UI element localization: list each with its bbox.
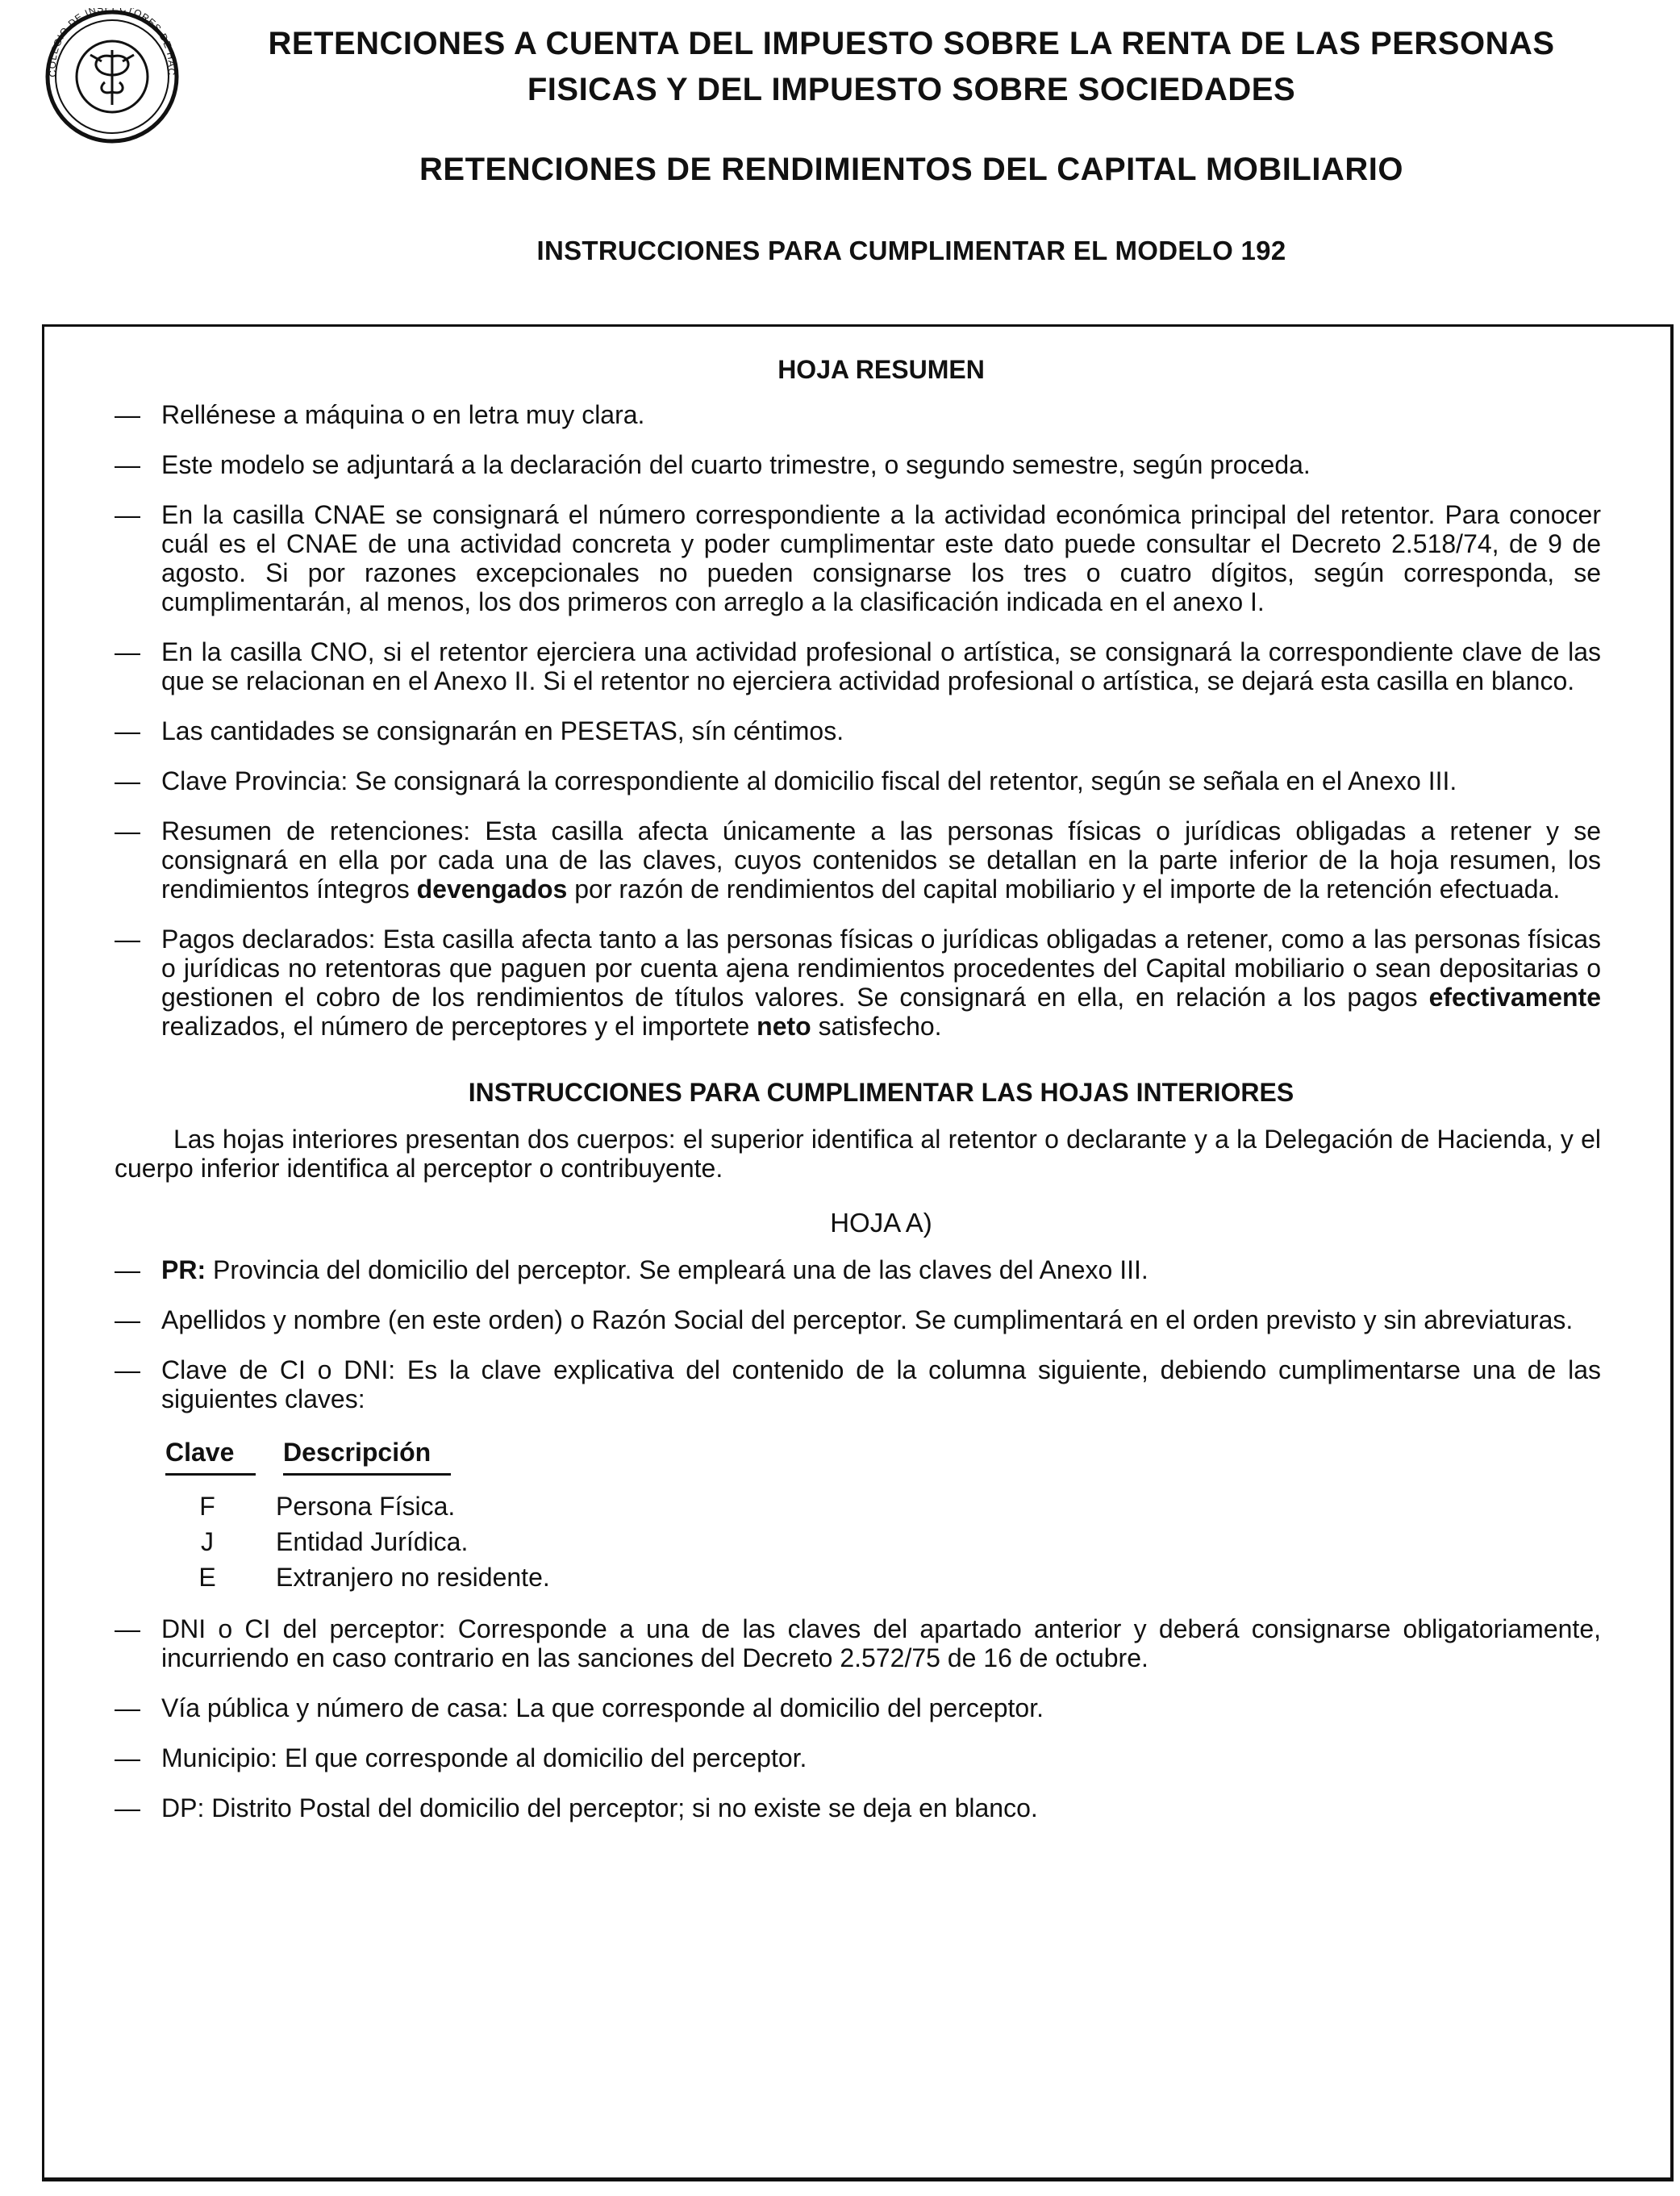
dash-bullet: —: [115, 500, 140, 529]
list-item: [115, 1355, 1601, 1413]
dash-bullet: —: [115, 1743, 140, 1772]
key-code: F: [199, 1492, 215, 1521]
key-description: Persona Física.: [276, 1492, 456, 1521]
key-code: E: [198, 1563, 216, 1592]
text-fragment: Pagos declarados: Esta casilla afecta tanto a las personas físicas o jurídicas obligadas a retener, como a las personas físicas o jurídicas no retentoras que paguen por cuenta ajena rendimientos procedentes del Capital mobiliario o sean depositarias o gestionen el cobro de los rendimientos de títulos valores. Se consignará en ella, en relación a los pagos: [161, 925, 1601, 1012]
list-item-pagos-declarados: [115, 925, 1601, 1041]
list-item: [115, 1793, 1601, 1822]
item-text: Las cantidades se consignarán en PESETAS, sín céntimos.: [161, 716, 844, 745]
dash-bullet: —: [115, 1793, 140, 1822]
keys-table-header: [165, 1438, 1601, 1476]
item-text: Vía pública y número de casa: La que corresponde al domicilio del perceptor.: [161, 1693, 1044, 1722]
instructions-title: INSTRUCCIONES PARA CUMPLIMENTAR EL MODELO 192: [536, 236, 1286, 265]
hoja-resumen-title: HOJA RESUMEN: [777, 355, 985, 384]
hojas-interiores-title: INSTRUCCIONES PARA CUMPLIMENTAR LAS HOJAS INTERIORES: [468, 1078, 1294, 1107]
dash-bullet: —: [115, 766, 140, 795]
keys-table: [161, 1438, 1601, 1595]
bold-term: neto: [757, 1012, 811, 1041]
text-fragment: realizados, el número de perceptores y el importete: [161, 1012, 757, 1041]
hoja-resumen-list: [115, 400, 1601, 1041]
hoja-a-title: HOJA A): [830, 1208, 932, 1238]
bold-term: efectivamente: [1428, 983, 1601, 1012]
item-text: Rellénese a máquina o en letra muy clara.: [161, 400, 645, 429]
text-fragment: satisfecho.: [811, 1012, 942, 1041]
item-text: [161, 925, 1601, 1041]
dash-bullet: —: [115, 1355, 140, 1384]
dash-bullet: —: [115, 1305, 140, 1334]
dash-bullet: —: [115, 1614, 140, 1643]
table-row: [161, 1524, 1601, 1559]
hoja-a-list: [115, 1255, 1601, 1413]
dash-bullet: —: [115, 816, 140, 845]
hojas-interiores-intro: Las hojas interiores presentan dos cuerpos: el superior identifica al retentor o declarante y a la Delegación de Hacienda, y el cuerpo inferior identifica al perceptor o contribuyente.: [115, 1125, 1601, 1183]
seal-emblem-icon: [90, 50, 134, 105]
dash-bullet: —: [115, 925, 140, 954]
text-fragment: por razón de rendimientos del capital mobiliario y el importe de la retención efectuada.: [567, 875, 1561, 904]
item-text: En la casilla CNO, si el retentor ejerciera una actividad profesional o artística, se consignará la correspondiente clave de las que se relacionan en el Anexo II. Si el retentor no ejerciera actividad profesional o artística, se dejará esta casilla en blanco.: [161, 637, 1601, 695]
item-text: Apellidos y nombre (en este orden) o Razón Social del perceptor. Se cumplimentará en el orden previsto y sin abreviaturas.: [161, 1305, 1574, 1334]
list-item: [115, 500, 1601, 616]
dash-bullet: —: [115, 1255, 140, 1284]
list-item: [115, 637, 1601, 695]
list-item: [115, 1614, 1601, 1672]
item-text: DP: Distrito Postal del domicilio del perceptor; si no existe se deja en blanco.: [161, 1793, 1038, 1822]
item-text: Municipio: El que corresponde al domicilio del perceptor.: [161, 1743, 807, 1772]
column-header-descripcion: Descripción: [283, 1438, 451, 1476]
key-code: J: [201, 1527, 214, 1556]
dash-bullet: —: [115, 400, 140, 429]
dash-bullet: —: [115, 637, 140, 666]
list-item: [115, 450, 1601, 479]
key-description: Extranjero no residente.: [276, 1563, 550, 1592]
list-item-pr: [115, 1255, 1601, 1284]
bold-term: devengados: [416, 875, 568, 904]
item-text: DNI o CI del perceptor: Corresponde a una de las claves del apartado anterior y deberá consignarse obligatoriamente, incurriendo en caso contrario en las sanciones del Decreto 2.572/75 de 16 de octubre.: [161, 1614, 1601, 1672]
seal-text: COLEGIO DE INS CTORES DE HAC: [46, 8, 178, 78]
dash-bullet: —: [115, 450, 140, 479]
item-text: En la casilla CNAE se consignará el número correspondiente a la actividad económica principal del retentor. Para conocer cuál es el CNAE de una actividad concreta y poder cumplimentar este dato puede consultar el Decreto 2.518/74, de 9 de agosto. Si por razones excepcionales no pueden consignarse los tres o cuatro dígitos, según corresponda, se cumplimentarán, al menos, los dos primeros con arreglo a la clasificación indicada en el anexo I.: [161, 500, 1601, 616]
text-fragment: Resumen de retenciones: Esta casilla afecta únicamente a las personas físicas o jurídicas obligadas a retener y se consignará en ella por cada una de las claves, cuyos contenidos se detallan en la parte inferior de la hoja resumen, los rendimientos íntegros: [161, 816, 1601, 904]
item-text: [161, 816, 1601, 904]
official-seal: [24, 8, 200, 145]
dash-bullet: —: [115, 1693, 140, 1722]
table-row: [161, 1488, 1601, 1524]
hoja-a-list-continued: [115, 1614, 1601, 1822]
table-row: [161, 1559, 1601, 1595]
dash-bullet: —: [115, 716, 140, 745]
title-line-1: RETENCIONES A CUENTA DEL IMPUESTO SOBRE LA RENTA DE LAS PERSONAS: [268, 26, 1555, 61]
list-item: [115, 1305, 1601, 1334]
document-subtitle: RETENCIONES DE RENDIMIENTOS DEL CAPITAL MOBILIARIO: [419, 152, 1403, 187]
item-text: [161, 1255, 1601, 1284]
item-text: Este modelo se adjuntará a la declaración del cuarto trimestre, o segundo semestre, según proceda.: [161, 450, 1311, 479]
column-header-clave: Clave: [165, 1438, 256, 1476]
title-line-2: FISICAS Y DEL IMPUESTO SOBRE SOCIEDADES: [527, 72, 1296, 107]
list-item: [115, 716, 1601, 745]
list-item: [115, 766, 1601, 795]
list-item: [115, 1693, 1601, 1722]
instructions-content: [115, 355, 1601, 1822]
text-fragment: Provincia del domicilio del perceptor. Se empleará una de las claves del Anexo III.: [206, 1255, 1148, 1284]
list-item: [115, 1743, 1601, 1772]
key-description: Entidad Jurídica.: [276, 1527, 469, 1556]
list-item: [115, 400, 1601, 429]
document-title: [218, 21, 1605, 113]
list-item-resumen-retenciones: [115, 816, 1601, 904]
bold-term: PR:: [161, 1255, 206, 1284]
item-text: Clave Provincia: Se consignará la correspondiente al domicilio fiscal del retentor, según se señala en el Anexo III.: [161, 766, 1457, 795]
item-text: Clave de CI o DNI: Es la clave explicativa del contenido de la columna siguiente, debiendo cumplimentarse una de las siguientes claves:: [161, 1355, 1601, 1413]
